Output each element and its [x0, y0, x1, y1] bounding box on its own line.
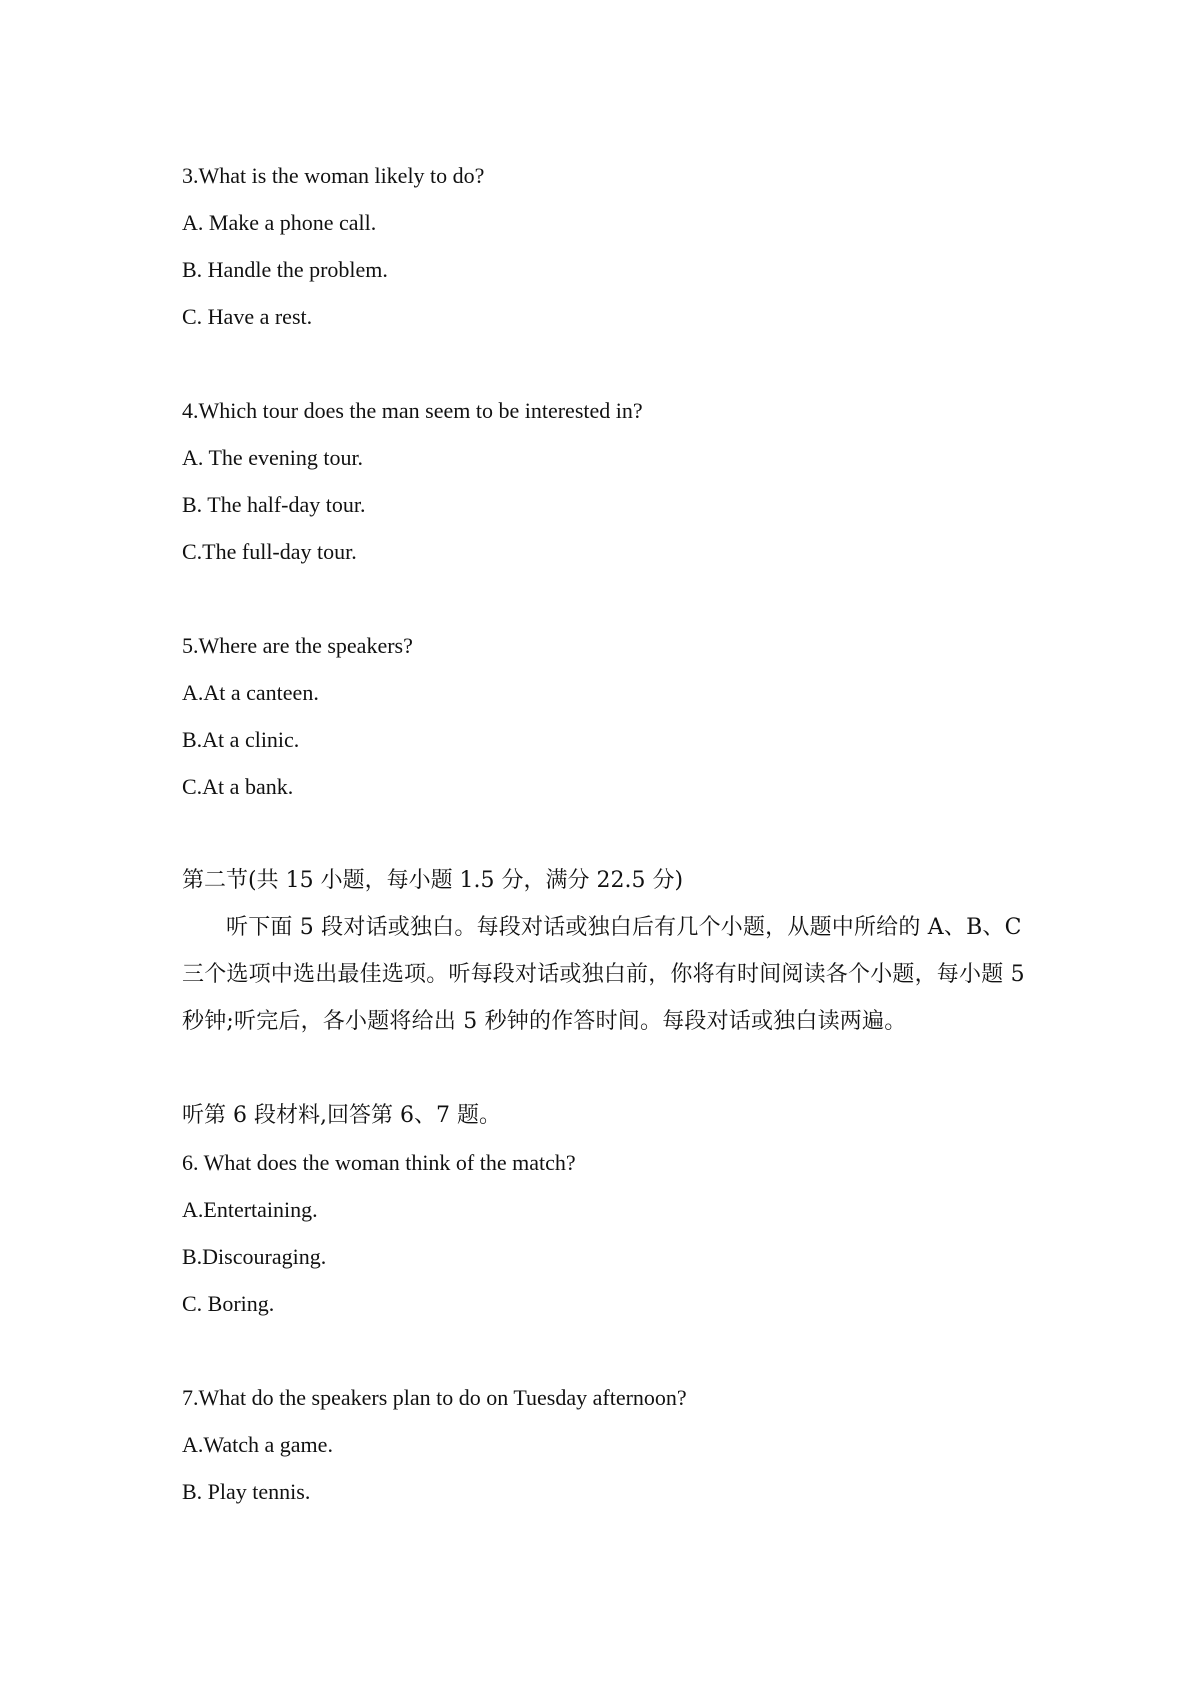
spacer: [182, 810, 1042, 857]
question-7-prompt: 7.What do the speakers plan to do on Tuesday afternoon?: [182, 1385, 687, 1410]
page-content: [182, 152, 1042, 1515]
question-4-option-a: A. The evening tour.: [182, 445, 364, 470]
question-6-option-c: C. Boring.: [182, 1291, 275, 1316]
question-3: [182, 152, 1042, 340]
question-4-option-c: C.The full-day tour.: [182, 539, 357, 564]
question-5-option-a: A.At a canteen.: [182, 680, 319, 705]
spacer: [182, 575, 1042, 622]
question-6-option-b: B.Discouraging.: [182, 1244, 327, 1269]
question-3-option-b: B. Handle the problem.: [182, 257, 388, 282]
question-4-option-b: B. The half-day tour.: [182, 492, 366, 517]
question-3-option-c: C. Have a rest.: [182, 304, 313, 329]
section-2: [182, 857, 1042, 1045]
spacer: [182, 1045, 1042, 1092]
question-5-option-b: B.At a clinic.: [182, 727, 300, 752]
question-3-option-a: A. Make a phone call.: [182, 210, 377, 235]
question-7-option-b: B. Play tennis.: [182, 1479, 311, 1504]
question-5: [182, 622, 1042, 810]
question-4-prompt: 4.Which tour does the man seem to be interested in?: [182, 398, 643, 423]
question-7-option-a: A.Watch a game.: [182, 1432, 333, 1457]
material-6: [182, 1092, 1042, 1515]
question-4: [182, 387, 1042, 575]
question-3-prompt: 3.What is the woman likely to do?: [182, 163, 485, 188]
spacer: [182, 1327, 1042, 1374]
spacer: [182, 340, 1042, 387]
question-6-option-a: A.Entertaining.: [182, 1197, 318, 1222]
question-5-option-c: C.At a bank.: [182, 774, 294, 799]
section-2-instructions: 听下面 5 段对话或独白。每段对话或独白后有几个小题，从题中所给的 A、B、C 三个选项中选出最佳选项。听每段对话或独白前，你将有时间阅读各个小题，每小题 5 秒钟;听完后，各小题将给出 5 秒钟的作答时间。每段对话或独白读两遍。: [182, 915, 1025, 1034]
question-6-prompt: 6. What does the woman think of the match?: [182, 1150, 576, 1175]
material-6-heading: 听第 6 段材料,回答第 6、7 题。: [182, 1103, 501, 1128]
question-5-prompt: 5.Where are the speakers?: [182, 633, 413, 658]
section-2-title: 第二节(共 15 小题，每小题 1.5 分，满分 22.5 分): [182, 868, 684, 893]
